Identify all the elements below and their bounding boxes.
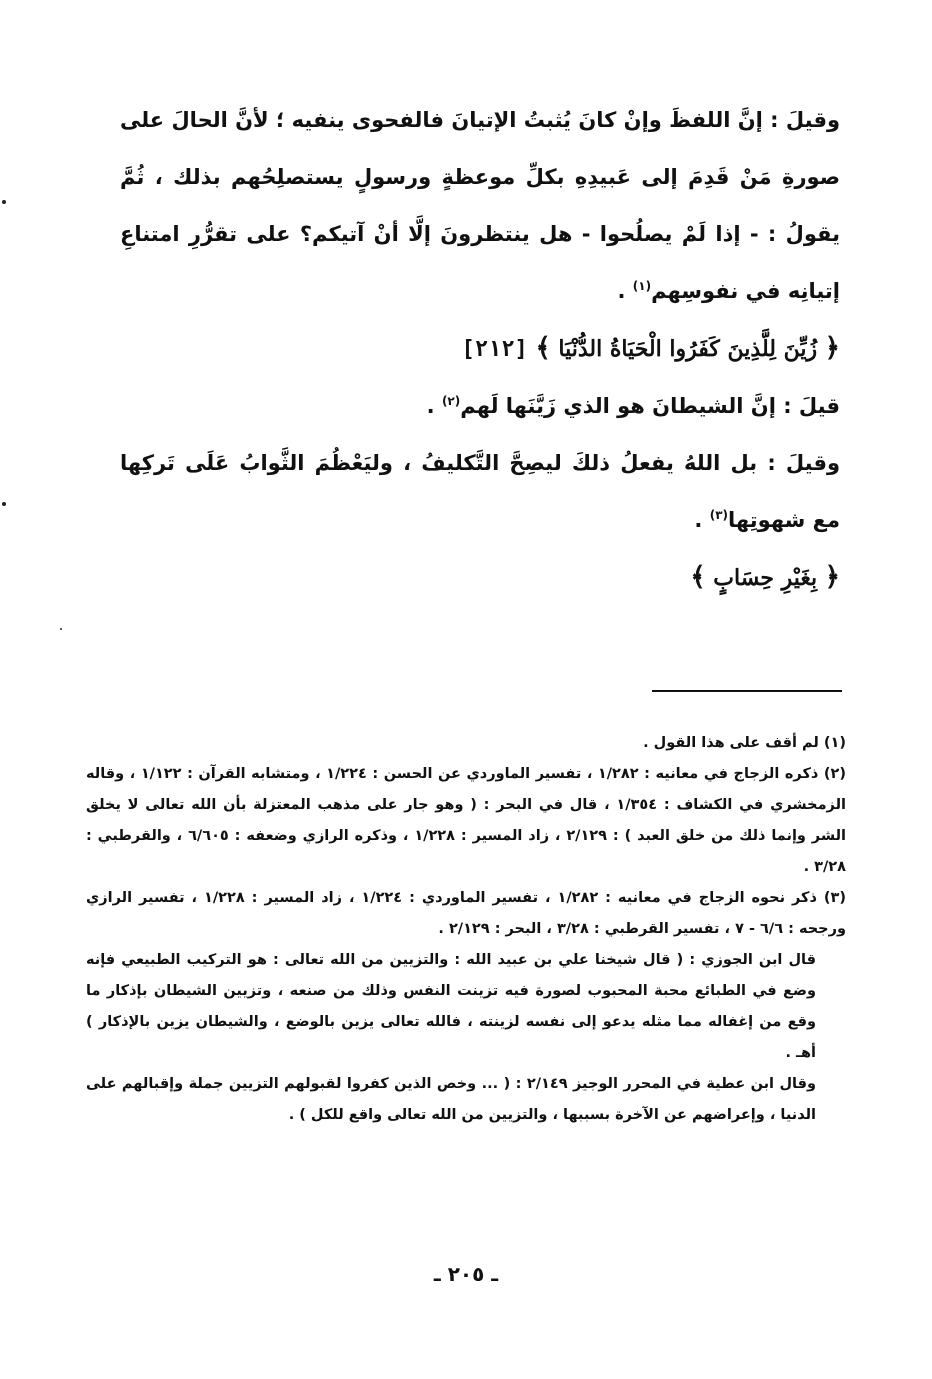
paragraph-1: وقيلَ : إنَّ اللفظَ وإنْ كانَ يُثبتُ الإتيانَ فالفحوى ينفيه ؛ لأنَّ الحالَ على صورةِ مَنْ قَدِمَ إلى عَبيدِهِ بكلِّ موعظةٍ ورسولٍ يستصلِحُهم بذلك ، ثُمَّ يقولُ : - إذا لَمْ يصلُحوا - هل ينتظرونَ إلَّا أنْ آتيكم؟ على تقرُّرِ امتناعِ إتيانِه في نفوسِهم$^{(١)}$ . (119, 108, 840, 303)
footnote-2: (٢) ذكره الزجاج في معانيه : ١/٢٨٢ ، تفسير الماوردي عن الحسن : ١/٢٢٤ ، ومتشابه القرآن : ١/١٢٢ ، وقاله الزمخشري في الكشاف : ١/٣٥٤ ، قال في البحر : ( وهو جار على مذهب المعتزلة بأن الله تعالى لا يخلق الشر وإنما ذلك من خلق العبد ) : ٢/١٢٩ ، زاد المسير : ١/٢٢٨ ، وذكره الرازي وضعفه : ٦/٦٠٥ ، والقرطبي : ٣/٢٨ . (86, 766, 847, 875)
footnote-3-quote-ibn-atiyya: وقال ابن عطية في المحرر الوجيز ٢/١٤٩ : ( ... وخص الذين كفروا لقبولهم التزيين جملة وإقبالهم على الدنيا ، وإعراضهم عن الآخرة بسببها ، والتزيين من الله تعالى واقع للكل ) . (86, 1076, 817, 1123)
quran-verse-1-text: زُيِّنَ لِلَّذِينَ كَفَرُوا الْحَيَاةُ الدُّنْيَا (558, 336, 818, 362)
paragraph-1-text: وقيلَ : إنَّ اللفظَ وإنْ كانَ يُثبتُ الإتيانَ فالفحوى ينفيه ؛ لأنَّ الحالَ على صورةِ مَنْ قَدِمَ إلى عَبيدِهِ بكلِّ موعظةٍ ورسولٍ يستصلِحُهم بذلك ، ثُمَّ يقولُ : - إذا لَمْ يصلُحوا - هل ينتظرونَ إلَّا أنْ آتيكم؟ على تقرُّرِ امتناعِ إتيانِه في نفوسِهم (119, 108, 840, 303)
paragraph-2-text: قيلَ : إنَّ الشيطانَ هو الذي زَيَّنَها لَهم (460, 394, 840, 418)
scan-speck (2, 200, 6, 204)
ornate-bracket-open: ﴿ (824, 333, 840, 363)
footnote-3: (٣) ذكر نحوه الزجاج في معانيه : ١/٢٨٢ ، تفسير الماوردي : ١/٢٢٤ ، زاد المسير : ١/٢٢٨ ، تفسير الرازي ورجحه : ٦/٦ - ٧ ، تفسير القرطبي : ٣/٢٨ ، البحر : ٢/١٢٩ . (86, 890, 846, 937)
quran-verse-2 (120, 549, 840, 607)
footnote-1: (١) لم أقف على هذا القول . (643, 735, 846, 751)
footnote-ref-1[interactable]: (١) (632, 279, 652, 293)
verse-number: [٢١٢] (461, 337, 528, 362)
paragraph-3: وقيلَ : بل اللهُ يفعلُ ذلكَ ليصِحَّ التَّكليفُ ، وليَعْظُمَ الثَّوابُ عَلَى تَركِها مع شهوتِها$^{(٣)}$ . (120, 451, 840, 532)
scan-speck (2, 502, 6, 506)
page-number: ـ ٢٠٥ ـ (433, 1262, 499, 1286)
scan-speck (60, 628, 62, 630)
ornate-bracket-close: ﴾ (535, 333, 551, 363)
ornate-bracket-close: ﴾ (690, 562, 706, 592)
quran-verse-1 (120, 320, 840, 378)
paragraph-2: قيلَ : إنَّ الشيطانَ هو الذي زَيَّنَها لَهم$^{(٢)}$ . (426, 394, 840, 418)
footnote-separator (652, 690, 842, 692)
paragraph-3-text: وقيلَ : بل اللهُ يفعلُ ذلكَ ليصِحَّ التَّكليفُ ، وليَعْظُمَ الثَّوابُ عَلَى تَركِها مع شهوتِها (120, 451, 840, 532)
footnote-ref-3[interactable]: (٣) (709, 508, 729, 522)
footnotes (86, 728, 846, 1131)
main-text (120, 92, 840, 607)
footnote-ref-2[interactable]: (٢) (441, 394, 461, 408)
ornate-bracket-open: ﴿ (824, 562, 840, 592)
footnote-3-quote-ibn-aljawzi: قال ابن الجوزي : ( قال شيخنا علي بن عبيد الله : والتزيين من الله تعالى : هو التركيب الطبيعي فإنه وضع في الطبائع محبة المحبوب لصورة فيه تزينت النفس وذلك من صنعه ، وتزيين الشيطان بإذكار ما وقع من إغفاله مما مثله يدعو إلى نفسه لزينته ، فالله تعالى يزين بالوضع ، والشيطان يزين بالإذكار ) أهـ . (86, 952, 816, 1061)
quran-verse-2-text: بِغَيْرِ حِسَابٍ (713, 565, 818, 591)
